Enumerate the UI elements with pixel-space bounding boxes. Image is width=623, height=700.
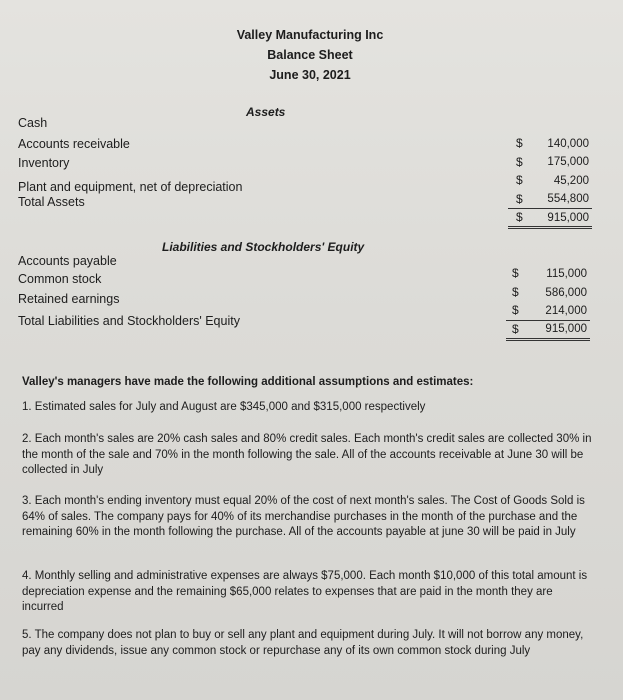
dollar-sign: $ bbox=[516, 210, 523, 224]
dollar-sign: $ bbox=[516, 192, 523, 206]
asset-amount: 175,000 bbox=[547, 156, 589, 168]
assumption-item: 5. The company does not plan to buy or sell any plant and equipment during July. It will not borrow any money, pay any dividends, issue any common stock or repurchase any of its own common stock during July bbox=[22, 629, 584, 657]
liability-row-label: Accounts payable bbox=[18, 254, 117, 268]
dollar-sign: $ bbox=[516, 173, 523, 187]
total-assets-amount: 915,000 bbox=[547, 212, 589, 224]
liability-row-label: Common stock bbox=[18, 272, 102, 286]
asset-amount: 554,800 bbox=[547, 193, 589, 205]
statement-date: June 30, 2021 bbox=[269, 68, 351, 82]
dollar-sign: $ bbox=[516, 136, 523, 150]
subtotal-underline bbox=[508, 208, 592, 209]
total-liabilities-amount: 915,000 bbox=[545, 323, 587, 335]
liability-amount: 586,000 bbox=[545, 287, 587, 299]
company-name: Valley Manufacturing Inc bbox=[236, 28, 384, 42]
liability-row-label: Retained earnings bbox=[18, 292, 120, 306]
assumption-item: 2. Each month's sales are 20% cash sales and 80% credit sales. Each month's credit sales are collected 30% in the month of the sale and 70% in the month following the sale. All of the accounts receivable at June 30 will be collected in July bbox=[22, 433, 592, 476]
dollar-sign: $ bbox=[512, 266, 519, 280]
total-double-underline bbox=[508, 226, 592, 229]
asset-row-label: Accounts receivable bbox=[18, 137, 130, 151]
assumption-item: 1. Estimated sales for July and August are $345,000 and $315,000 respectively bbox=[22, 401, 426, 413]
asset-amount: 140,000 bbox=[547, 138, 589, 150]
asset-row-label: Plant and equipment, net of depreciation bbox=[18, 180, 243, 194]
dollar-sign: $ bbox=[516, 155, 523, 169]
assets-section-title: Assets bbox=[246, 105, 286, 119]
dollar-sign: $ bbox=[512, 285, 519, 299]
liability-amount: 214,000 bbox=[545, 305, 587, 317]
total-double-underline bbox=[506, 338, 590, 341]
liabilities-section-title: Liabilities and Stockholders' Equity bbox=[162, 240, 365, 254]
liability-amount: 115,000 bbox=[546, 268, 587, 280]
liability-row-label: Total Liabilities and Stockholders' Equity bbox=[18, 314, 240, 328]
asset-row-label: Cash bbox=[18, 116, 48, 130]
statement-title: Balance Sheet bbox=[267, 48, 353, 62]
assumptions-intro: Valley's managers have made the following additional assumptions and estimates: bbox=[22, 376, 474, 388]
dollar-sign: $ bbox=[512, 322, 519, 336]
assumption-item: 3. Each month's ending inventory must equal 20% of the cost of next month's sales. The Cost of Goods Sold is 64% of sales. The company pays for 40% of its merchandise purchases in the month of the purchase and the remaining 60% in the month following the purchase. All of the accounts payable at june 30 will be paid in July bbox=[22, 495, 585, 538]
dollar-sign: $ bbox=[512, 303, 519, 317]
subtotal-underline bbox=[506, 320, 590, 321]
assumption-item: 4. Monthly selling and administrative expenses are always $75,000. Each month $10,000 of this total amount is depreciation expense and the remaining $65,000 relates to expenses that are paid in the month they are incurred bbox=[22, 570, 588, 613]
asset-row-label: Total Assets bbox=[18, 195, 85, 209]
asset-row-label: Inventory bbox=[18, 156, 70, 170]
asset-amount: 45,200 bbox=[553, 175, 589, 187]
